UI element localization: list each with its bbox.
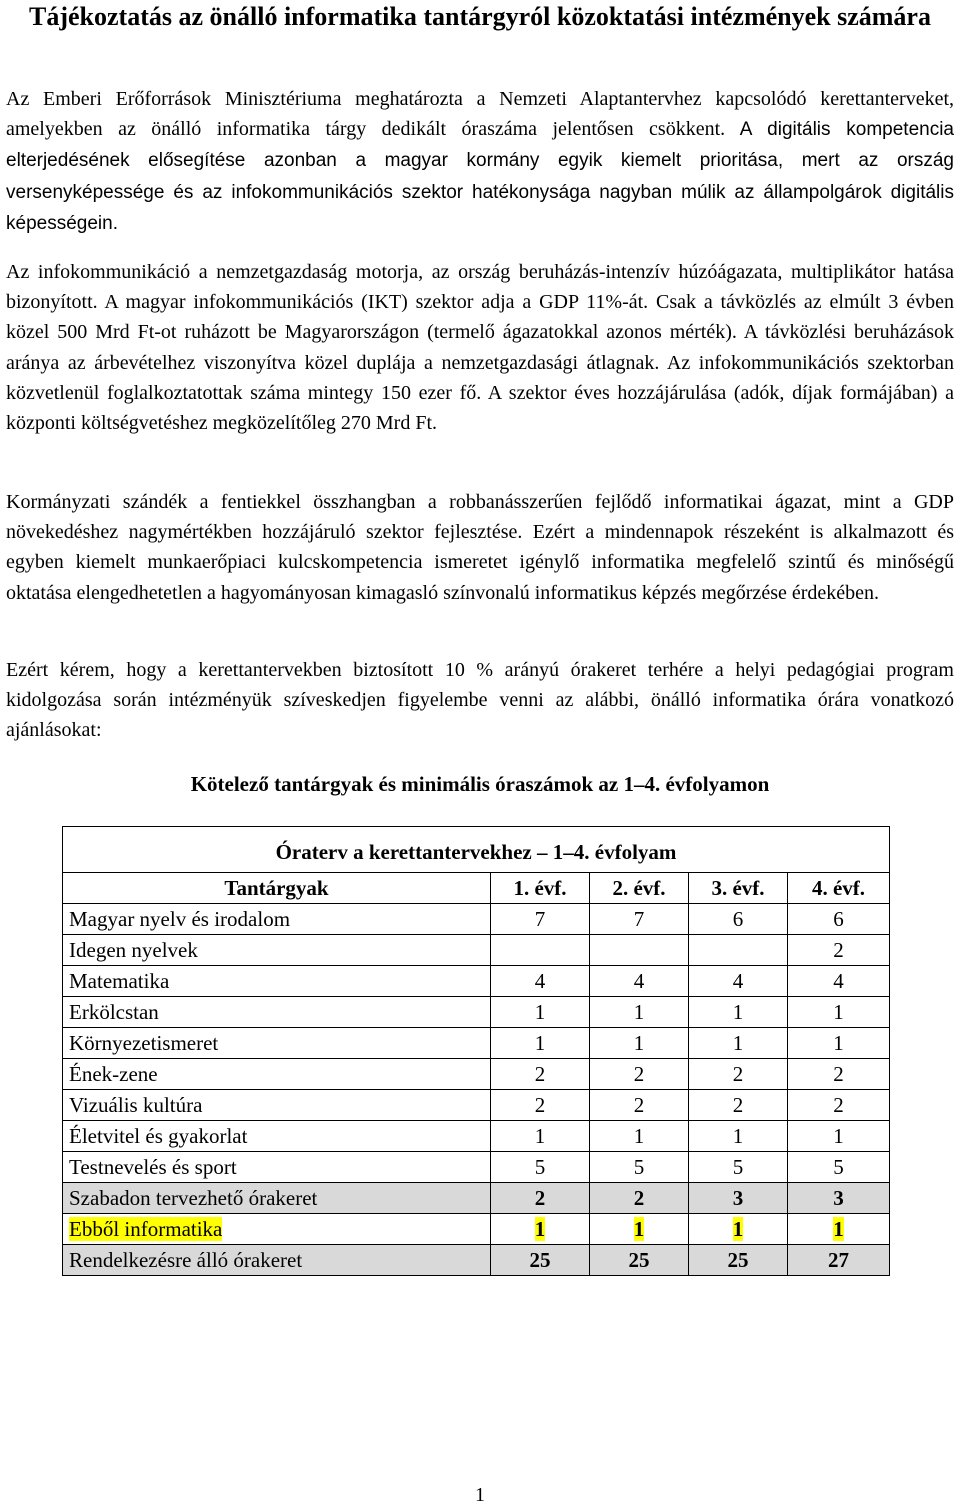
hours-cell xyxy=(590,935,689,966)
hours-cell: 2 xyxy=(788,1090,890,1121)
hours-cell: 2 xyxy=(491,1090,590,1121)
document-title: Tájékoztatás az önálló informatika tantárgyról közoktatási intézmények számára xyxy=(29,2,931,31)
hours-cell: 4 xyxy=(491,966,590,997)
curriculum-table xyxy=(62,826,890,1276)
table-row xyxy=(63,1152,890,1183)
table-row xyxy=(63,935,890,966)
hours-cell: 1 xyxy=(590,1121,689,1152)
paragraph-intro xyxy=(6,84,954,239)
table-row xyxy=(63,1121,890,1152)
hours-cell: 2 xyxy=(590,1090,689,1121)
hours-cell xyxy=(689,935,788,966)
table-row xyxy=(63,966,890,997)
subject-cell: Testnevelés és sport xyxy=(63,1152,491,1183)
hours-cell: 2 xyxy=(491,1183,590,1214)
hours-cell: 1 xyxy=(590,997,689,1028)
table-row-informatics xyxy=(63,1214,890,1245)
subject-cell: Ének-zene xyxy=(63,1059,491,1090)
hours-cell: 2 xyxy=(491,1059,590,1090)
hours-cell: 27 xyxy=(788,1245,890,1276)
hours-cell: 1 xyxy=(689,1028,788,1059)
header-grade-3: 3. évf. xyxy=(689,873,788,904)
page-number: 1 xyxy=(475,1484,485,1506)
table-row xyxy=(63,1090,890,1121)
paragraph-ikt-sector: Az infokommunikáció a nemzetgazdaság motorja, az ország beruházás-intenzív húzóágazata, multiplikátor hatása bizonyított. A magyar infokommunikációs (IKT) szektor adja a GDP 11%-át. Csak a távközlés az elmúlt 3 évben közel 500 Mrd Ft-ot ruházott be Magyarországon (termelő ágazatokkal azonos mérték). A távközlési beruházások aránya az árbevételhez viszonyítva közel duplája a nemzetgazdasági átlagnak. Az infokommunikációs szektorban közvetlenül foglalkoztatottak száma mintegy 150 ezer fő. A szektor éves hozzájárulása (adók, díjak formájában) a központi költségvetéshez megközelítőleg 270 Mrd Ft. xyxy=(6,261,954,435)
hours-cell xyxy=(689,1214,788,1245)
hours-cell: 2 xyxy=(590,1183,689,1214)
hours-cell: 3 xyxy=(788,1183,890,1214)
paragraph-intro-part2: A digitális kompetencia elterjedésének elősegítése azonban a magyar kormány egyik kiemelt prioritása, mert az ország versenyképessége és az infokommunikációs szektor hatékonysága nagyban múlik az állampolgárok digitális képességein. xyxy=(6,119,954,234)
subject-cell: Magyar nyelv és irodalom xyxy=(63,904,491,935)
hours-cell xyxy=(491,1214,590,1245)
hours-cell: 7 xyxy=(491,904,590,935)
paragraph-request: Ezért kérem, hogy a kerettantervekben biztosított 10 % arányú órakeret terhére a helyi pedagógiai program kidolgozása során intézményük szíveskedjen figyelembe venni az alábbi, önálló informatika órára vonatkozó ajánlásokat: xyxy=(6,659,954,742)
hours-cell: 25 xyxy=(491,1245,590,1276)
table-row xyxy=(63,904,890,935)
informatics-highlight: 1 xyxy=(534,1217,546,1241)
hours-cell: 2 xyxy=(788,1059,890,1090)
table-row-total xyxy=(63,1245,890,1276)
table-title-row xyxy=(63,827,890,873)
table-caption: Kötelező tantárgyak és minimális óraszámok az 1–4. évfolyamon xyxy=(190,772,770,796)
subject-cell: Szabadon tervezhető órakeret xyxy=(63,1183,491,1214)
hours-cell: 25 xyxy=(689,1245,788,1276)
hours-cell: 5 xyxy=(788,1152,890,1183)
subject-cell: Életvitel és gyakorlat xyxy=(63,1121,491,1152)
hours-cell: 1 xyxy=(689,997,788,1028)
hours-cell: 6 xyxy=(689,904,788,935)
hours-cell: 1 xyxy=(689,1121,788,1152)
hours-cell: 25 xyxy=(590,1245,689,1276)
hours-cell: 4 xyxy=(590,966,689,997)
table-row xyxy=(63,997,890,1028)
hours-cell: 7 xyxy=(590,904,689,935)
hours-cell: 1 xyxy=(491,1028,590,1059)
hours-cell: 6 xyxy=(788,904,890,935)
paragraph-government-intent: Kormányzati szándék a fentiekkel összhangban a robbanásszerűen fejlődő informatikai ágazat, mint a GDP növekedéshez nagymértékben hozzájáruló szektor fejlesztése. Ezért a mindennapok részeként is alkalmazott és egyben kiemelt munkaerőpiaci kulcskompetencia ismeretet igénylő informatika megfelelő szintű és minőségű oktatása elengedhetetlen a hagyományosan kimagasló színvonalú informatikus képzés megőrzése érdekében. xyxy=(6,491,954,604)
hours-cell: 4 xyxy=(788,966,890,997)
hours-cell: 5 xyxy=(689,1152,788,1183)
informatics-highlight: 1 xyxy=(833,1217,844,1241)
hours-cell: 5 xyxy=(590,1152,689,1183)
hours-cell: 2 xyxy=(590,1059,689,1090)
table-row xyxy=(63,1028,890,1059)
hours-cell xyxy=(590,1214,689,1245)
hours-cell: 1 xyxy=(788,997,890,1028)
informatics-highlight: 1 xyxy=(633,1217,645,1241)
subject-cell: Rendelkezésre álló órakeret xyxy=(63,1245,491,1276)
subject-cell: Idegen nyelvek xyxy=(63,935,491,966)
subject-cell: Vizuális kultúra xyxy=(63,1090,491,1121)
hours-cell: 2 xyxy=(689,1059,788,1090)
header-grade-1: 1. évf. xyxy=(491,873,590,904)
subject-cell: Környezetismeret xyxy=(63,1028,491,1059)
table-header-row xyxy=(63,873,890,904)
hours-cell: 5 xyxy=(491,1152,590,1183)
subject-cell xyxy=(63,1214,491,1245)
informatics-highlight: Ebből informatika xyxy=(69,1217,223,1241)
hours-cell: 4 xyxy=(689,966,788,997)
header-grade-4: 4. évf. xyxy=(788,873,890,904)
paragraph-intro-part1: Az Emberi Erőforrások Minisztériuma meghatározta a Nemzeti Alaptantervhez kapcsolódó kerettanterveket, amelyekben az önálló informatika tárgy dedikált óraszáma jelentősen csökkent. xyxy=(6,88,954,141)
hours-cell: 1 xyxy=(590,1028,689,1059)
header-grade-2: 2. évf. xyxy=(590,873,689,904)
hours-cell: 1 xyxy=(491,997,590,1028)
hours-cell: 3 xyxy=(689,1183,788,1214)
subject-cell: Matematika xyxy=(63,966,491,997)
table-row-free-hours xyxy=(63,1183,890,1214)
hours-cell: 1 xyxy=(788,1121,890,1152)
informatics-highlight: 1 xyxy=(732,1217,744,1241)
header-subjects: Tantárgyak xyxy=(63,873,491,904)
hours-cell: 2 xyxy=(689,1090,788,1121)
hours-cell xyxy=(788,1214,890,1245)
table-title: Óraterv a kerettantervekhez – 1–4. évfolyam xyxy=(63,827,890,873)
table-row xyxy=(63,1059,890,1090)
hours-cell xyxy=(491,935,590,966)
hours-cell: 2 xyxy=(788,935,890,966)
hours-cell: 1 xyxy=(788,1028,890,1059)
hours-cell: 1 xyxy=(491,1121,590,1152)
subject-cell: Erkölcstan xyxy=(63,997,491,1028)
